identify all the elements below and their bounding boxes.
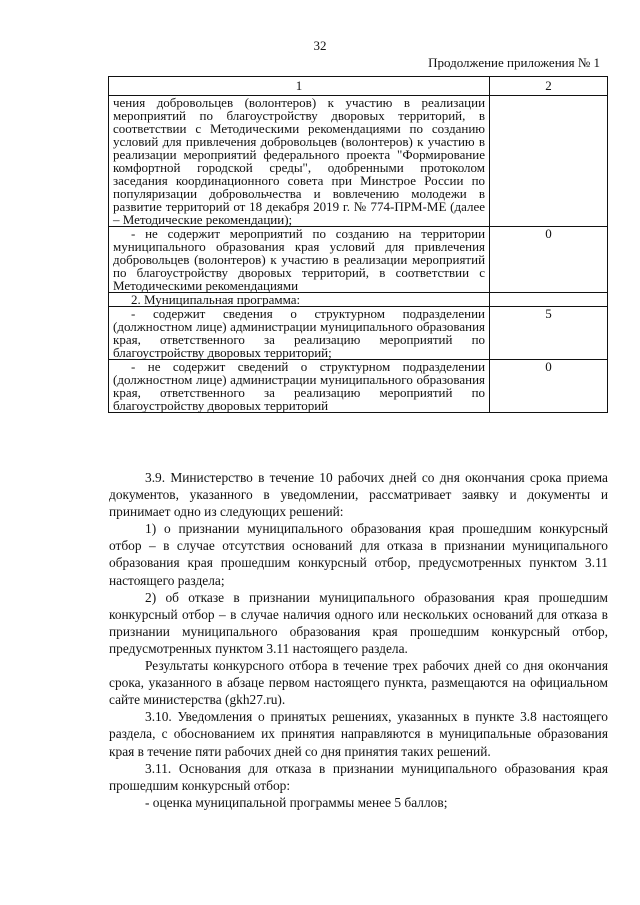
column-2-header: 2	[490, 77, 608, 96]
criterion-score	[490, 293, 608, 307]
criterion-score: 0	[490, 227, 608, 293]
paragraph: 1) о признании муниципального образования края прошедшим конкурсный отбор – в случае отсутствия оснований для отказа в признании муниципального образования края прошедшим конкурсный отбор, предусмотренных пунктом 3.11 настоящего раздела;	[109, 521, 608, 588]
criterion-text: - не содержит мероприятий по созданию на территории муниципального образования края условий для привлечения добровольцев (волонтеров) к участию в реализации мероприятий по благоустройству дворовых территорий, в соответствии с Методическими рекомендациями	[109, 227, 490, 293]
page-number: 32	[313, 38, 327, 53]
paragraph: 3.11. Основания для отказа в признании муниципального образования края прошедшим конкурсный отбор:	[109, 760, 608, 793]
table-row	[109, 293, 608, 307]
criterion-score: 5	[490, 307, 608, 360]
table-row	[109, 227, 608, 293]
appendix-continuation-label: Продолжение приложения № 1	[428, 55, 600, 70]
paragraph: 3.10. Уведомления о принятых решениях, указанных в пункте 3.8 настоящего раздела, с обоснованием их принятия направляются в муниципальные образования края в течение пяти рабочих дней со дня принятия таких решений.	[109, 709, 608, 759]
table-row	[109, 307, 608, 360]
body-text	[109, 469, 608, 811]
column-1-header: 1	[109, 77, 490, 96]
criterion-text: чения добровольцев (волонтеров) к участию в реализации мероприятий по благоустройству дворовых территорий, в соответствии с Методическими рекомендациями по созданию условий для привлечения добровольцев (волонтеров) к участию в реализации мероприятий федерального проекта "Формирование комфортной городской среды", одобренными протоколом заседания координационного совета при Минстрое России по популяризации добровольчества и вовлечению молодежи в развитие территорий от 18 декабря 2019 г. № 774-ПРМ-МЕ (далее – Методические рекомендации);	[109, 96, 490, 227]
criterion-text: - не содержит сведений о структурном подразделении (должностном лице) администрации муниципального образования края, ответственного за реализацию мероприятий по благоустройству дворовых территорий	[109, 360, 490, 413]
criterion-text: - содержит сведения о структурном подразделении (должностном лице) администрации муниципального образования края, ответственного за реализацию мероприятий по благоустройству дворовых территорий;	[109, 307, 490, 360]
criteria-table	[108, 76, 608, 413]
paragraph: - оценка муниципальной программы менее 5 баллов;	[145, 794, 448, 810]
paragraph: Результаты конкурсного отбора в течение трех рабочих дней со дня окончания срока, указанного в абзаце первом настоящего пункта, размещаются на официальном сайте министерства (gkh27.ru).	[109, 658, 608, 708]
paragraph: 2) об отказе в признании муниципального образования края прошедшим конкурсный отбор – в случае наличия одного или нескольких оснований для отказа в признании муниципального образования края прошедшим конкурсный отбор, предусмотренных пунктом 3.11 настоящего раздела.	[109, 589, 608, 656]
table-row	[109, 96, 608, 227]
paragraph: 3.9. Министерство в течение 10 рабочих дней со дня окончания срока приема документов, указанного в уведомлении, рассматривает заявку и документы и принимает одно из следующих решений:	[109, 470, 608, 520]
criterion-score	[490, 96, 608, 227]
criterion-heading: 2. Муниципальная программа:	[109, 293, 490, 307]
table-row	[109, 360, 608, 413]
table-header-row	[109, 77, 608, 96]
criterion-score: 0	[490, 360, 608, 413]
